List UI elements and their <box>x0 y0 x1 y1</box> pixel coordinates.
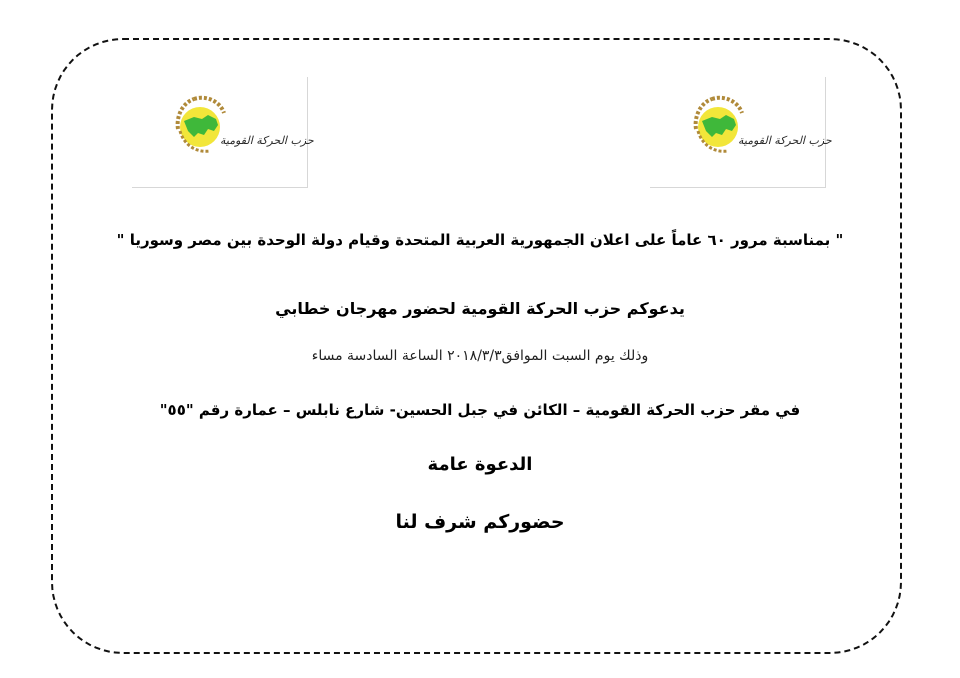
occasion-heading: " بمناسبة مرور ٦٠ عاماً على اعلان الجمهورية العربية المتحدة وقيام دولة الوحدة بين مصر وسوريا " <box>116 231 844 249</box>
party-logo-text: حزب الحركة القومية <box>220 134 314 147</box>
public-invitation-label: الدعوة عامة <box>427 454 533 475</box>
party-logo-right <box>650 77 832 188</box>
date-time-line: وذلك يوم السبت الموافق٢٠١٨/٣/٣ الساعة السادسة مساء <box>311 348 649 364</box>
invitation-line: يدعوكم حزب الحركة القومية لحضور مهرجان خطابي <box>275 299 685 318</box>
party-logo-text: حزب الحركة القومية <box>738 134 832 147</box>
party-emblem-icon <box>682 91 752 161</box>
honor-closing-line: حضوركم شرف لنا <box>395 511 565 533</box>
party-emblem-icon <box>164 91 234 161</box>
venue-line: في مقر حزب الحركة القومية – الكائن في جبل الحسين- شارع نابلس – عمارة رقم "٥٥" <box>159 401 801 419</box>
party-logo-left <box>132 77 314 188</box>
